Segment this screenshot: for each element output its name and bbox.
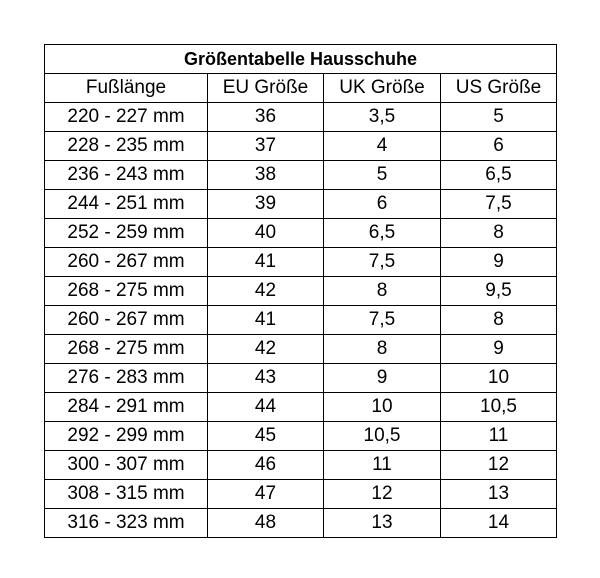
us-size-cell: 7,5	[441, 190, 557, 219]
eu-size-cell: 43	[208, 364, 324, 393]
uk-size-cell: 10,5	[324, 422, 441, 451]
eu-size-cell: 40	[208, 219, 324, 248]
uk-size-cell: 7,5	[324, 248, 441, 277]
eu-size-cell: 48	[208, 509, 324, 538]
foot-length-cell: 268 - 275 mm	[45, 335, 208, 364]
table-row	[45, 248, 557, 277]
table-row	[45, 103, 557, 132]
us-size-cell: 13	[441, 480, 557, 509]
us-size-cell: 14	[441, 509, 557, 538]
uk-size-cell: 6,5	[324, 219, 441, 248]
foot-length-cell: 308 - 315 mm	[45, 480, 208, 509]
us-size-cell: 9	[441, 248, 557, 277]
uk-size-cell: 9	[324, 364, 441, 393]
us-size-cell: 9	[441, 335, 557, 364]
eu-size-cell: 42	[208, 335, 324, 364]
foot-length-cell: 220 - 227 mm	[45, 103, 208, 132]
foot-length-cell: 260 - 267 mm	[45, 306, 208, 335]
foot-length-cell: 268 - 275 mm	[45, 277, 208, 306]
column-header-eu-size: EU Größe	[208, 74, 324, 103]
eu-size-cell: 41	[208, 306, 324, 335]
uk-size-cell: 10	[324, 393, 441, 422]
us-size-cell: 9,5	[441, 277, 557, 306]
table-row	[45, 509, 557, 538]
eu-size-cell: 37	[208, 132, 324, 161]
uk-size-cell: 4	[324, 132, 441, 161]
foot-length-cell: 260 - 267 mm	[45, 248, 208, 277]
column-header-foot-length: Fußlänge	[45, 74, 208, 103]
eu-size-cell: 45	[208, 422, 324, 451]
table-row	[45, 190, 557, 219]
uk-size-cell: 13	[324, 509, 441, 538]
table-row	[45, 219, 557, 248]
table-header-row	[45, 74, 557, 103]
us-size-cell: 6	[441, 132, 557, 161]
foot-length-cell: 284 - 291 mm	[45, 393, 208, 422]
us-size-cell: 10,5	[441, 393, 557, 422]
us-size-cell: 8	[441, 306, 557, 335]
uk-size-cell: 8	[324, 335, 441, 364]
foot-length-cell: 276 - 283 mm	[45, 364, 208, 393]
eu-size-cell: 41	[208, 248, 324, 277]
table-row	[45, 132, 557, 161]
eu-size-cell: 44	[208, 393, 324, 422]
table-row	[45, 161, 557, 190]
uk-size-cell: 3,5	[324, 103, 441, 132]
table-title-row	[45, 45, 557, 74]
eu-size-cell: 46	[208, 451, 324, 480]
us-size-cell: 10	[441, 364, 557, 393]
eu-size-cell: 47	[208, 480, 324, 509]
table-row	[45, 480, 557, 509]
table-row	[45, 451, 557, 480]
table-body	[45, 103, 557, 538]
us-size-cell: 6,5	[441, 161, 557, 190]
table-row	[45, 393, 557, 422]
us-size-cell: 5	[441, 103, 557, 132]
table-row	[45, 306, 557, 335]
foot-length-cell: 316 - 323 mm	[45, 509, 208, 538]
eu-size-cell: 39	[208, 190, 324, 219]
us-size-cell: 12	[441, 451, 557, 480]
table-row	[45, 364, 557, 393]
uk-size-cell: 7,5	[324, 306, 441, 335]
foot-length-cell: 244 - 251 mm	[45, 190, 208, 219]
foot-length-cell: 252 - 259 mm	[45, 219, 208, 248]
column-header-us-size: US Größe	[441, 74, 557, 103]
us-size-cell: 11	[441, 422, 557, 451]
us-size-cell: 8	[441, 219, 557, 248]
foot-length-cell: 292 - 299 mm	[45, 422, 208, 451]
uk-size-cell: 5	[324, 161, 441, 190]
foot-length-cell: 300 - 307 mm	[45, 451, 208, 480]
table-row	[45, 335, 557, 364]
foot-length-cell: 236 - 243 mm	[45, 161, 208, 190]
uk-size-cell: 8	[324, 277, 441, 306]
eu-size-cell: 42	[208, 277, 324, 306]
eu-size-cell: 36	[208, 103, 324, 132]
uk-size-cell: 12	[324, 480, 441, 509]
uk-size-cell: 11	[324, 451, 441, 480]
table-title: Größentabelle Hausschuhe	[45, 45, 557, 74]
uk-size-cell: 6	[324, 190, 441, 219]
table-row	[45, 277, 557, 306]
eu-size-cell: 38	[208, 161, 324, 190]
foot-length-cell: 228 - 235 mm	[45, 132, 208, 161]
table-row	[45, 422, 557, 451]
column-header-uk-size: UK Größe	[324, 74, 441, 103]
size-chart-table	[44, 44, 557, 538]
